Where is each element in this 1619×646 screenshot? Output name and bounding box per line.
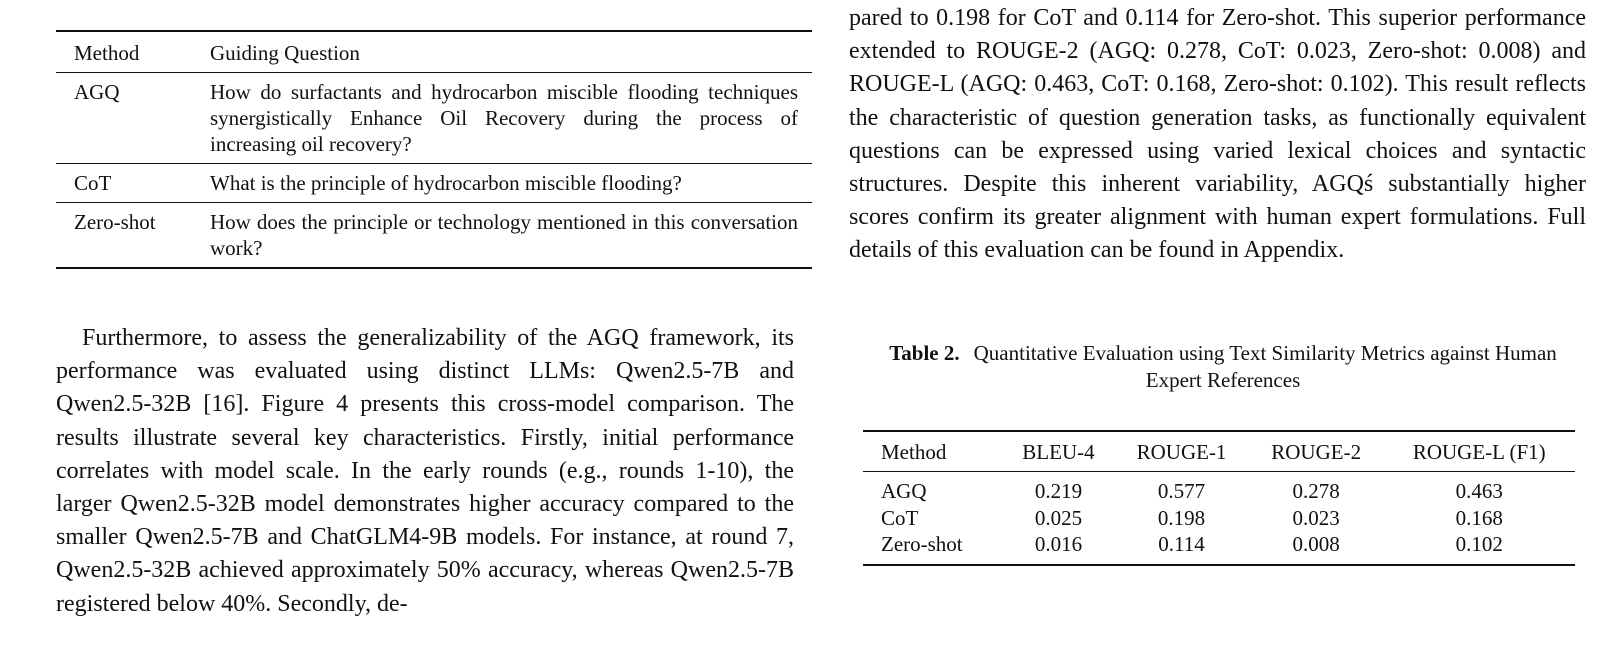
body-paragraph-right: pared to 0.198 for CoT and 0.114 for Zero-shot. This superior performance extended to ROUGE-2 (AGQ: 0.278, CoT: 0.023, Zero-shot: 0.008) and ROUGE-L (AGQ: 0.463, CoT: 0.168, Zero-shot: 0.102). This result reflects the characteristic of question generation tasks, as functionally equivalent questions can be expressed using varied lexical choices and syntactic structures. Despite this inherent variability, AGQś substantially higher scores confirm its greater alignment with human expert formulations. Full details of this evaluation can be found in Appendix. <box>849 5 1586 264</box>
cell-method: AGQ <box>881 479 927 503</box>
row-method: AGQ <box>74 80 120 104</box>
row-question: How do surfactants and hydrocarbon miscible flooding techniques synergistically Enhance Oil Recovery during the process of increasing oil recovery? <box>210 80 798 156</box>
cell-rouge1: 0.198 <box>1157 505 1206 530</box>
table-row <box>863 531 1575 565</box>
cell-rougel: 0.102 <box>1455 532 1503 556</box>
table-row <box>56 203 812 269</box>
header-rouge1: ROUGE-1 <box>1136 440 1227 464</box>
cell-rougel: 0.168 <box>1455 505 1503 530</box>
header-bleu4: BLEU-4 <box>1022 440 1095 464</box>
table-header-row <box>56 31 812 73</box>
header-rougel: ROUGE-L (F1) <box>1412 440 1546 464</box>
header-rouge2: ROUGE-2 <box>1271 440 1362 464</box>
caption-label: Table 2. <box>889 341 960 365</box>
cell-rouge1: 0.114 <box>1158 532 1205 556</box>
row-question: How does the principle or technology mentioned in this conversation work? <box>210 210 798 260</box>
table-row <box>863 472 1575 505</box>
table-caption <box>860 340 1586 394</box>
cell-rouge1: 0.577 <box>1157 479 1206 503</box>
caption-text: Quantitative Evaluation using Text Similarity Metrics against Human Expert References <box>973 341 1557 392</box>
metrics-table <box>863 430 1575 566</box>
guiding-question-table <box>56 30 812 269</box>
cell-rougel: 0.463 <box>1455 479 1503 503</box>
cell-rouge2: 0.278 <box>1292 479 1340 503</box>
cell-bleu4: 0.219 <box>1034 479 1083 503</box>
cell-rouge2: 0.008 <box>1292 532 1340 556</box>
cell-method: Zero-shot <box>881 532 963 556</box>
table-row <box>56 164 812 203</box>
cell-bleu4: 0.025 <box>1034 505 1083 530</box>
row-method: CoT <box>74 171 112 195</box>
header-method: Method <box>74 41 140 65</box>
row-method: Zero-shot <box>74 210 156 234</box>
body-paragraph-left: Furthermore, to assess the generalizability of the AGQ framework, its performance was evaluated using distinct LLMs: Qwen2.5-7B and Qwen2.5-32B [16]. Figure 4 presents this cross-model comparison. The results illustrate several key characteristics. Firstly, initial performance correlates with model scale. In the early rounds (e.g., rounds 1-10), the larger Qwen2.5-32B model demonstrates higher accuracy compared to the smaller Qwen2.5-7B and ChatGLM4-9B models. For instance, at round 7, Qwen2.5-32B achieved approximately 50% accuracy, whereas Qwen2.5-7B registered below 40%. Secondly, de- <box>56 325 794 617</box>
header-method: Method <box>881 440 947 464</box>
table-row <box>56 73 812 164</box>
row-question: What is the principle of hydrocarbon miscible flooding? <box>210 171 682 195</box>
table-header-row <box>863 431 1575 472</box>
table-row <box>863 505 1575 532</box>
cell-method: CoT <box>881 505 919 530</box>
header-guiding-question: Guiding Question <box>210 41 360 65</box>
cell-rouge2: 0.023 <box>1292 505 1340 530</box>
cell-bleu4: 0.016 <box>1034 532 1083 556</box>
